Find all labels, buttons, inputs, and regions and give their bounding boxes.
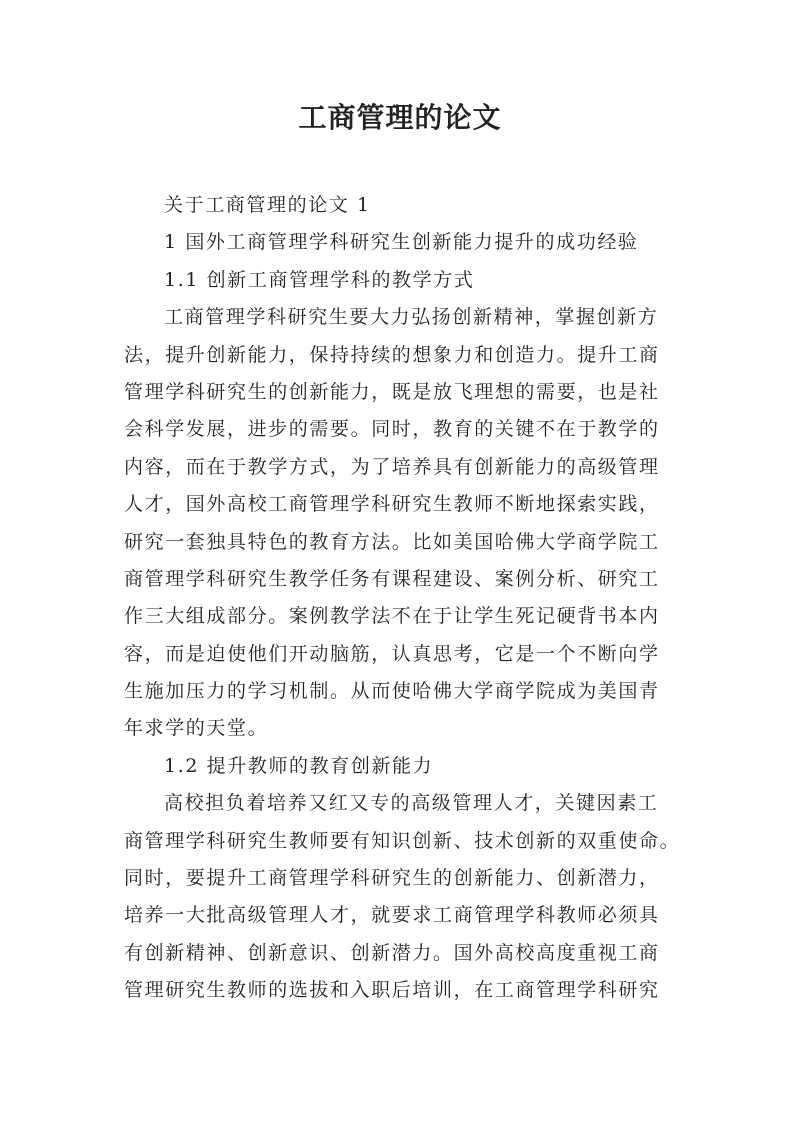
document-body xyxy=(124,187,681,1010)
paragraph-line: 有创新精神、创新意识、创新潜力。国外高校高度重视工商 xyxy=(124,941,660,964)
paragraph-line: 会科学发展，进步的需要。同时，教育的关键不在于教学的 xyxy=(124,418,660,441)
paragraph-line: 生施加压力的学习机制。从而使哈佛大学商学院成为美国青 xyxy=(124,680,660,703)
paragraph-line: 培养一大批高级管理人才，就要求工商管理学科教师必须具 xyxy=(124,904,660,927)
paragraph-line: 研究一套独具特色的教育方法。比如美国哈佛大学商学院工 xyxy=(124,530,660,553)
section-heading: 关于工商管理的论文 1 xyxy=(164,194,371,216)
paragraph-line: 商管理学科研究生教师要有知识创新、技术创新的双重使命。 xyxy=(124,829,681,852)
paragraph-line: 容，而是迫使他们开动脑筋，认真思考，它是一个不断向学 xyxy=(124,642,660,665)
paragraph-line: 商管理学科研究生教学任务有课程建设、案例分析、研究工 xyxy=(124,567,660,590)
section-heading: 1 国外工商管理学科研究生创新能力提升的成功经验 xyxy=(164,231,639,254)
document-title: 工商管理的论文 xyxy=(298,101,502,134)
subsection-heading: 1.1 创新工商管理学科的教学方式 xyxy=(164,268,475,291)
paragraph-line: 法，提升创新能力，保持持续的想象力和创造力。提升工商 xyxy=(124,343,660,366)
paragraph-line: 人才，国外高校工商管理学科研究生教师不断地探索实践， xyxy=(124,493,660,516)
paragraph-line: 管理研究生教师的选拔和入职后培训，在工商管理学科研究 xyxy=(124,979,660,1002)
paragraph-line: 管理学科研究生的创新能力，既是放飞理想的需要，也是社 xyxy=(124,380,660,403)
paragraph-line: 内容，而在于教学方式，为了培养具有创新能力的高级管理 xyxy=(124,455,660,478)
paragraph-line: 年求学的天堂。 xyxy=(124,717,269,740)
paragraph-line: 工商管理学科研究生要大力弘扬创新精神，掌握创新方 xyxy=(164,306,659,329)
paragraph-line: 作三大组成部分。案例教学法不在于让学生死记硬背书本内 xyxy=(124,605,660,628)
subsection-heading: 1.2 提升教师的教育创新能力 xyxy=(164,754,434,777)
paragraph-line: 同时，要提升工商管理学科研究生的创新能力、创新潜力， xyxy=(124,867,660,890)
paragraph-line: 高校担负着培养又红又专的高级管理人才，关键因素工 xyxy=(164,792,659,815)
